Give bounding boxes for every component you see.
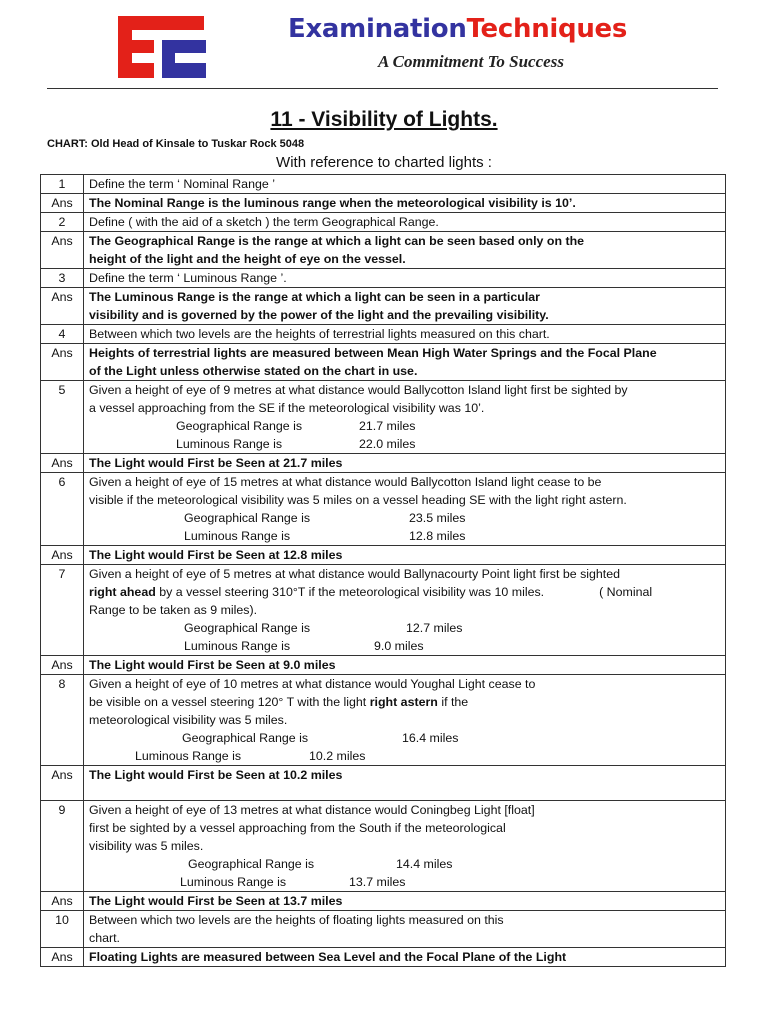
answer-line: The Luminous Range is the range at which a light can be seen in a particular (89, 290, 540, 304)
range-label: Luminous Range is (135, 749, 242, 763)
brand-name (288, 14, 627, 44)
question-text (84, 565, 726, 656)
geographical-range-line (89, 729, 721, 747)
answer-line: of the Light unless otherwise stated on the chart in use. (89, 364, 418, 378)
question-number: 5 (41, 381, 84, 454)
range-label: Luminous Range is (180, 875, 287, 889)
luminous-range-line (89, 435, 721, 453)
question-number: 9 (41, 801, 84, 892)
question-row-3 (41, 269, 726, 288)
question-line (89, 583, 721, 601)
question-row-5 (41, 381, 726, 454)
question-line: Range to be taken as 9 miles). (89, 603, 258, 617)
answer-label: Ans (41, 454, 84, 473)
header-divider (47, 88, 718, 89)
range-value: 13.7 miles (349, 875, 406, 889)
range-value: 14.4 miles (396, 857, 453, 871)
answer-row-2 (41, 232, 726, 269)
range-label: Geographical Range is (176, 419, 303, 433)
question-number: 2 (41, 213, 84, 232)
question-text (84, 911, 726, 948)
page-title: 11 - Visibility of Lights. (270, 108, 498, 131)
luminous-range-line (89, 637, 721, 655)
range-label: Luminous Range is (184, 529, 291, 543)
question-line: visible if the meteorological visibility was 5 miles on a vessel heading SE with the light right astern. (89, 493, 627, 507)
answer-text: Floating Lights are measured between Sea Level and the Focal Plane of the Light (84, 948, 726, 967)
answer-row-10 (41, 948, 726, 967)
answer-label: Ans (41, 232, 84, 269)
range-value: 12.7 miles (406, 621, 463, 635)
answer-text: The Light would First be Seen at 12.8 miles (84, 546, 726, 565)
question-text-span: if the (437, 695, 469, 709)
question-line: a vessel approaching from the SE if the meteorological visibility was 10’. (89, 401, 485, 415)
luminous-range-line (89, 747, 721, 765)
range-value: 12.8 miles (409, 529, 466, 543)
geographical-range-line (89, 509, 721, 527)
answer-row-5 (41, 454, 726, 473)
question-text-span: be visible on a vessel steering 120° T with the light (89, 695, 370, 709)
chart-reference: CHART: Old Head of Kinsale to Tuskar Rock 5048 (47, 138, 305, 150)
range-value: 21.7 miles (359, 419, 416, 433)
questions-table (40, 174, 726, 967)
question-line: Between which two levels are the heights of floating lights measured on this (89, 913, 504, 927)
range-value: 10.2 miles (309, 749, 366, 763)
answer-label: Ans (41, 892, 84, 911)
answer-text: The Nominal Range is the luminous range when the meteorological visibility is 10’. (84, 194, 726, 213)
question-number: 8 (41, 675, 84, 766)
question-row-2 (41, 213, 726, 232)
answer-row-8 (41, 766, 726, 801)
luminous-range-line (89, 873, 721, 891)
question-row-4 (41, 325, 726, 344)
answer-text: The Light would First be Seen at 13.7 miles (84, 892, 726, 911)
answer-label: Ans (41, 344, 84, 381)
question-line (89, 693, 721, 711)
question-text: Between which two levels are the heights of terrestrial lights measured on this chart. (84, 325, 726, 344)
emphasis-text: right ahead (89, 585, 156, 599)
answer-label: Ans (41, 948, 84, 967)
question-row-6 (41, 473, 726, 546)
question-line: Given a height of eye of 15 metres at what distance would Ballycotton Island light cease to be (89, 475, 602, 489)
range-label: Geographical Range is (188, 857, 315, 871)
question-number: 1 (41, 175, 84, 194)
question-text: Define ( with the aid of a sketch ) the term Geographical Range. (84, 213, 726, 232)
answer-text (84, 344, 726, 381)
answer-row-4 (41, 344, 726, 381)
question-row-10 (41, 911, 726, 948)
question-row-7 (41, 565, 726, 656)
range-label: Luminous Range is (176, 437, 283, 451)
question-line: Given a height of eye of 5 metres at what distance would Ballynacourty Point light first be sighted (89, 567, 621, 581)
question-number: 4 (41, 325, 84, 344)
answer-row-1 (41, 194, 726, 213)
answer-label: Ans (41, 656, 84, 675)
question-text (84, 801, 726, 892)
question-text: Define the term ‘ Nominal Range ’ (84, 175, 726, 194)
question-text-span: ( Nominal (599, 585, 653, 599)
answer-label: Ans (41, 194, 84, 213)
answer-text (84, 232, 726, 269)
range-value: 23.5 miles (409, 511, 466, 525)
answer-line: height of the light and the height of eye on the vessel. (89, 252, 406, 266)
question-text (84, 675, 726, 766)
range-value: 16.4 miles (402, 731, 459, 745)
answer-row-7 (41, 656, 726, 675)
answer-text (84, 288, 726, 325)
answer-label: Ans (41, 288, 84, 325)
answer-row-3 (41, 288, 726, 325)
range-label: Geographical Range is (184, 511, 311, 525)
question-line: Given a height of eye of 13 metres at what distance would Coningbeg Light [float] (89, 803, 535, 817)
answer-row-6 (41, 546, 726, 565)
question-line: meteorological visibility was 5 miles. (89, 713, 288, 727)
question-row-1 (41, 175, 726, 194)
question-text (84, 473, 726, 546)
question-line: chart. (89, 931, 120, 945)
question-text (84, 381, 726, 454)
geographical-range-line (89, 855, 721, 873)
answer-label: Ans (41, 766, 84, 801)
answer-text: The Light would First be Seen at 10.2 miles (84, 766, 726, 801)
question-line: visibility was 5 miles. (89, 839, 204, 853)
answer-row-9 (41, 892, 726, 911)
range-label: Luminous Range is (184, 639, 291, 653)
question-number: 7 (41, 565, 84, 656)
question-text: Define the term ‘ Luminous Range ’. (84, 269, 726, 288)
brand-name-part1: Examination (288, 14, 467, 44)
geographical-range-line (89, 619, 721, 637)
answer-line: visibility and is governed by the power of the light and the prevailing visibility. (89, 308, 549, 322)
geographical-range-line (89, 417, 721, 435)
luminous-range-line (89, 527, 721, 545)
question-number: 6 (41, 473, 84, 546)
question-line: Given a height of eye of 9 metres at what distance would Ballycotton Island light first be sighted by (89, 383, 628, 397)
question-number: 10 (41, 911, 84, 948)
range-label: Geographical Range is (184, 621, 311, 635)
examination-techniques-logo (118, 16, 206, 78)
range-value: 22.0 miles (359, 437, 416, 451)
question-line: first be sighted by a vessel approaching from the South if the meteorological (89, 821, 506, 835)
answer-text: The Light would First be Seen at 21.7 miles (84, 454, 726, 473)
emphasis-text: right astern (369, 695, 438, 709)
tagline: A Commitment To Success (378, 52, 564, 71)
answer-line: The Geographical Range is the range at which a light can be seen based only on the (89, 234, 585, 248)
question-number: 3 (41, 269, 84, 288)
brand-name-part2: Techniques (466, 14, 628, 44)
section-intro: With reference to charted lights : (276, 154, 492, 171)
answer-text: The Light would First be Seen at 9.0 miles (84, 656, 726, 675)
range-value: 9.0 miles (374, 639, 424, 653)
answer-label: Ans (41, 546, 84, 565)
question-row-9 (41, 801, 726, 892)
question-row-8 (41, 675, 726, 766)
range-label: Geographical Range is (182, 731, 309, 745)
answer-line: Heights of terrestrial lights are measured between Mean High Water Springs and the Focal Plane (89, 346, 657, 360)
question-line: Given a height of eye of 10 metres at what distance would Youghal Light cease to (89, 677, 536, 691)
question-text-span: by a vessel steering 310°T if the meteorological visibility was 10 miles. (155, 585, 545, 599)
